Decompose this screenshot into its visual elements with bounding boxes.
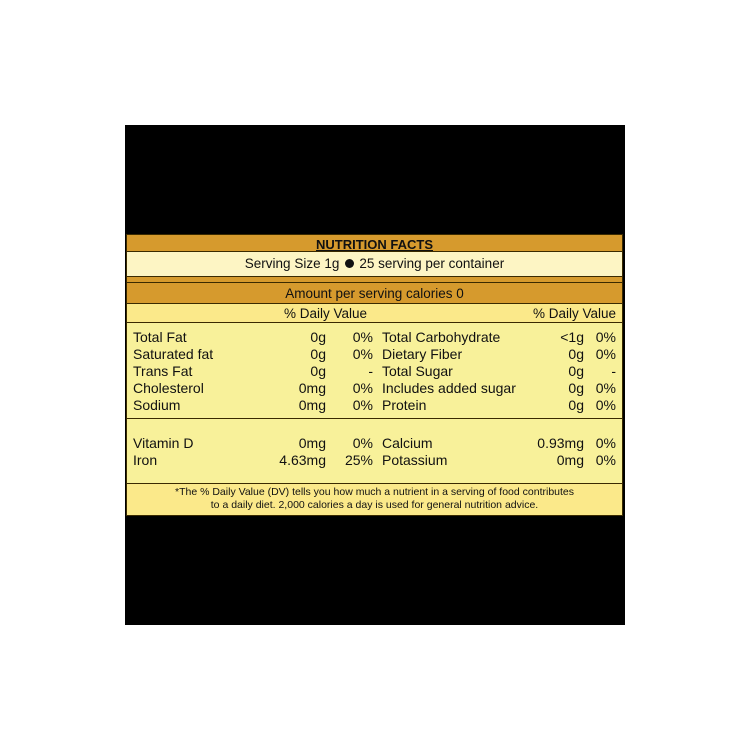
nutrient-row [127,397,622,414]
nutrient-name: Trans Fat [133,363,193,379]
nutrient-name: Sodium [133,397,181,413]
daily-value-header [127,304,622,323]
title-band [127,235,622,252]
nutrient-amount: <1g [560,329,584,345]
dv-header-left: % Daily Value [284,306,368,321]
amount-band [127,283,622,304]
nutrient-name: Total Carbohydrate [382,329,501,345]
nutrient-percent: 0% [352,397,373,413]
nutrient-percent: 0% [595,346,616,362]
label-title: NUTRITION FACTS [316,237,433,252]
mineral-percent: 0% [595,452,616,468]
nutrient-name: Dietary Fiber [382,346,463,362]
nutrient-amount: 0g [310,363,326,379]
nutrient-percent: 0% [352,329,373,345]
serving-size: Serving Size 1g [244,256,340,271]
nutrient-name: Total Sugar [382,363,453,379]
mineral-amount: 0mg [298,435,326,451]
nutrient-amount: 0g [568,346,584,362]
nutrient-percent: 0% [595,397,616,413]
mineral-amount: 0.93mg [537,435,584,451]
nutrient-percent: 0% [595,329,616,345]
mineral-row [127,452,622,469]
nutrient-name: Includes added sugar [382,380,516,396]
nutrient-row [127,346,622,363]
nutrient-percent: 0% [352,380,373,396]
footnote [127,484,622,515]
nutrient-name: Cholesterol [133,380,204,396]
nutrient-percent: - [368,363,373,379]
nutrient-row [127,329,622,346]
mineral-name: Vitamin D [133,435,194,451]
nutrient-row [127,380,622,397]
mineral-amount: 4.63mg [279,452,326,468]
nutrients-section [127,323,622,419]
mineral-percent: 25% [344,452,373,468]
mineral-percent: 0% [595,435,616,451]
dv-header-right: % Daily Value [532,306,616,321]
mineral-row [127,435,622,452]
vitamins-minerals-section [127,419,622,484]
nutrient-name: Total Fat [133,329,187,345]
nutrient-row [127,363,622,380]
footnote-line-1: *The % Daily Value (DV) tells you how much a nutrient in a serving of food contributes [175,486,574,498]
nutrient-percent: 0% [595,380,616,396]
nutrient-name: Protein [382,397,427,413]
nutrient-amount: 0g [568,363,584,379]
serving-band [127,252,622,277]
nutrient-amount: 0mg [298,397,326,413]
footnote-line-2: to a daily diet. 2,000 calories a day is used for general nutrition advice. [210,499,539,511]
mineral-percent: 0% [352,435,373,451]
nutrient-amount: 0g [310,346,326,362]
nutrient-name: Saturated fat [133,346,214,362]
nutrient-percent: - [611,363,616,379]
mineral-amount: 0mg [556,452,584,468]
mineral-name: Potassium [382,452,448,468]
nutrient-amount: 0g [568,380,584,396]
mineral-name: Iron [133,452,158,468]
calories-line: Amount per serving calories 0 [285,286,464,301]
servings-per-container: 25 serving per container [359,256,505,271]
bullet-icon [345,259,354,268]
nutrient-percent: 0% [352,346,373,362]
nutrition-facts-label [126,234,623,516]
mineral-name: Calcium [382,435,433,451]
nutrient-amount: 0mg [298,380,326,396]
nutrient-amount: 0g [568,397,584,413]
nutrient-amount: 0g [310,329,326,345]
